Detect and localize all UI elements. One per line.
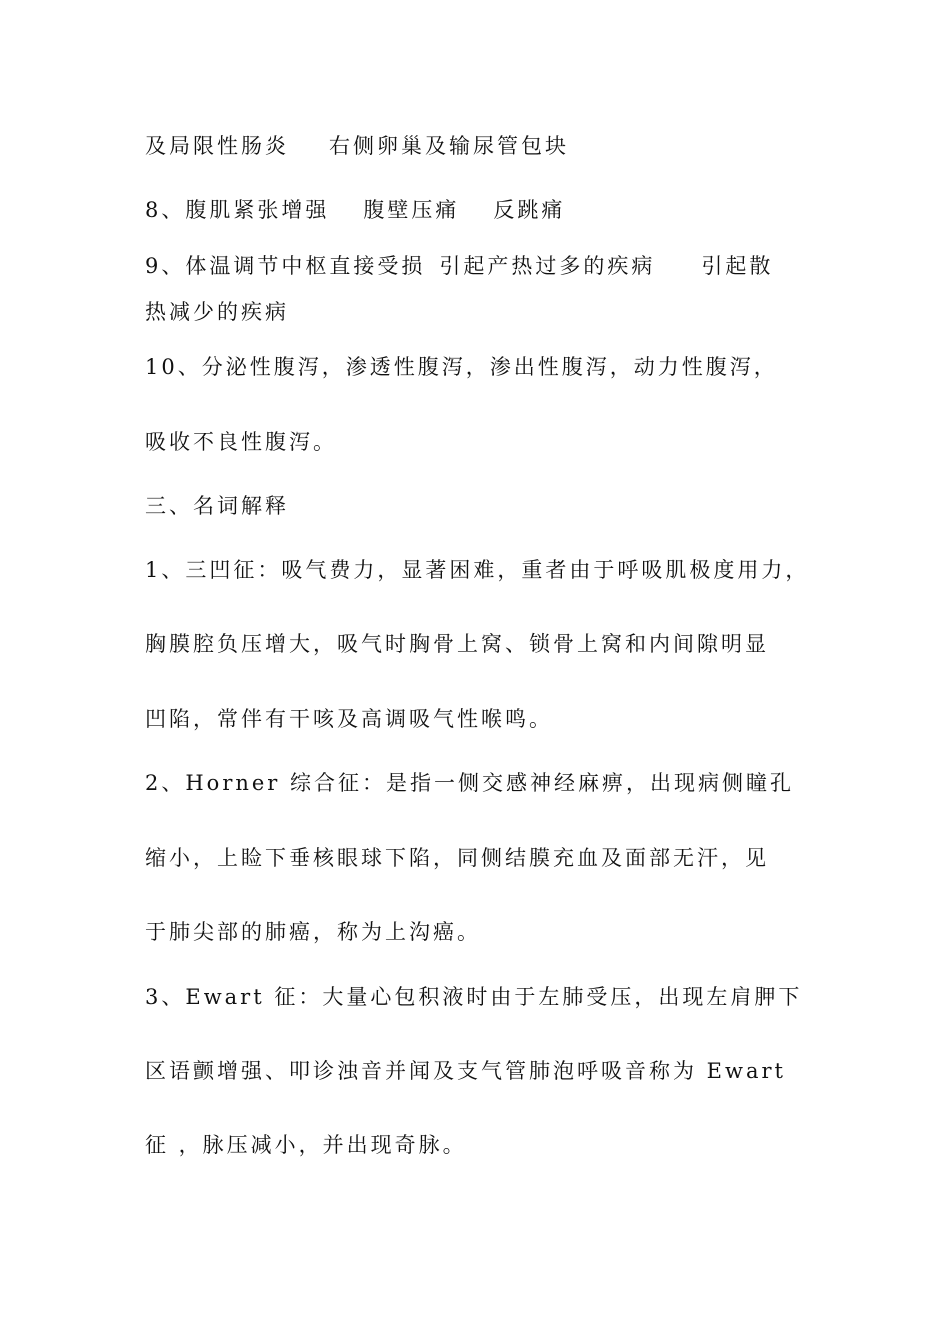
item10-line1: 10、分泌性腹泻，渗透性腹泻，渗出性腹泻，动力性腹泻， (145, 355, 778, 379)
term3-line3: 征 ，脉压减小，并出现奇脉。 (145, 1133, 467, 1157)
term2-line3: 于肺尖部的肺癌，称为上沟癌。 (145, 920, 481, 944)
item9-part-b: 引起产热过多的疾病 (439, 254, 656, 278)
section-title: 三、名词解释 (145, 494, 289, 518)
item8-part-a: 8、腹肌紧张增强 (145, 198, 330, 222)
item10-line2: 吸收不良性腹泻。 (145, 430, 337, 454)
item7-part-b: 右侧卵巢及输尿管包块 (329, 134, 569, 158)
term2-line1: 2、Horner 综合征：是指一侧交感神经麻痹，出现病侧瞳孔 (145, 771, 795, 795)
term3-line2: 区语颤增强、叩诊浊音并闻及支气管肺泡呼吸音称为 Ewart (145, 1059, 786, 1083)
item8-part-c: 反跳痛 (493, 198, 566, 222)
term1-line2: 胸膜腔负压增大，吸气时胸骨上窝、锁骨上窝和内间隙明显 (145, 632, 769, 656)
term3-line1: 3、Ewart 征：大量心包积液时由于左肺受压，出现左肩胛下 (145, 985, 803, 1009)
item7-part-a: 及局限性肠炎 (145, 134, 289, 158)
item9-part-c: 引起散 (701, 254, 774, 278)
item7-continuation (145, 134, 569, 158)
item8 (145, 198, 565, 222)
term2-line2: 缩小，上睑下垂核眼球下陷，同侧结膜充血及面部无汗，见 (145, 846, 769, 870)
item9-line2: 热减少的疾病 (145, 300, 289, 324)
item8-part-b: 腹壁压痛 (363, 198, 460, 222)
item9-line1 (145, 254, 773, 278)
item9-part-a: 9、体温调节中枢直接受损 (145, 254, 426, 278)
term1-line1: 1、三凹征：吸气费力，显著困难，重者由于呼吸肌极度用力， (145, 558, 810, 582)
term1-line3: 凹陷，常伴有干咳及高调吸气性喉鸣。 (145, 707, 553, 731)
